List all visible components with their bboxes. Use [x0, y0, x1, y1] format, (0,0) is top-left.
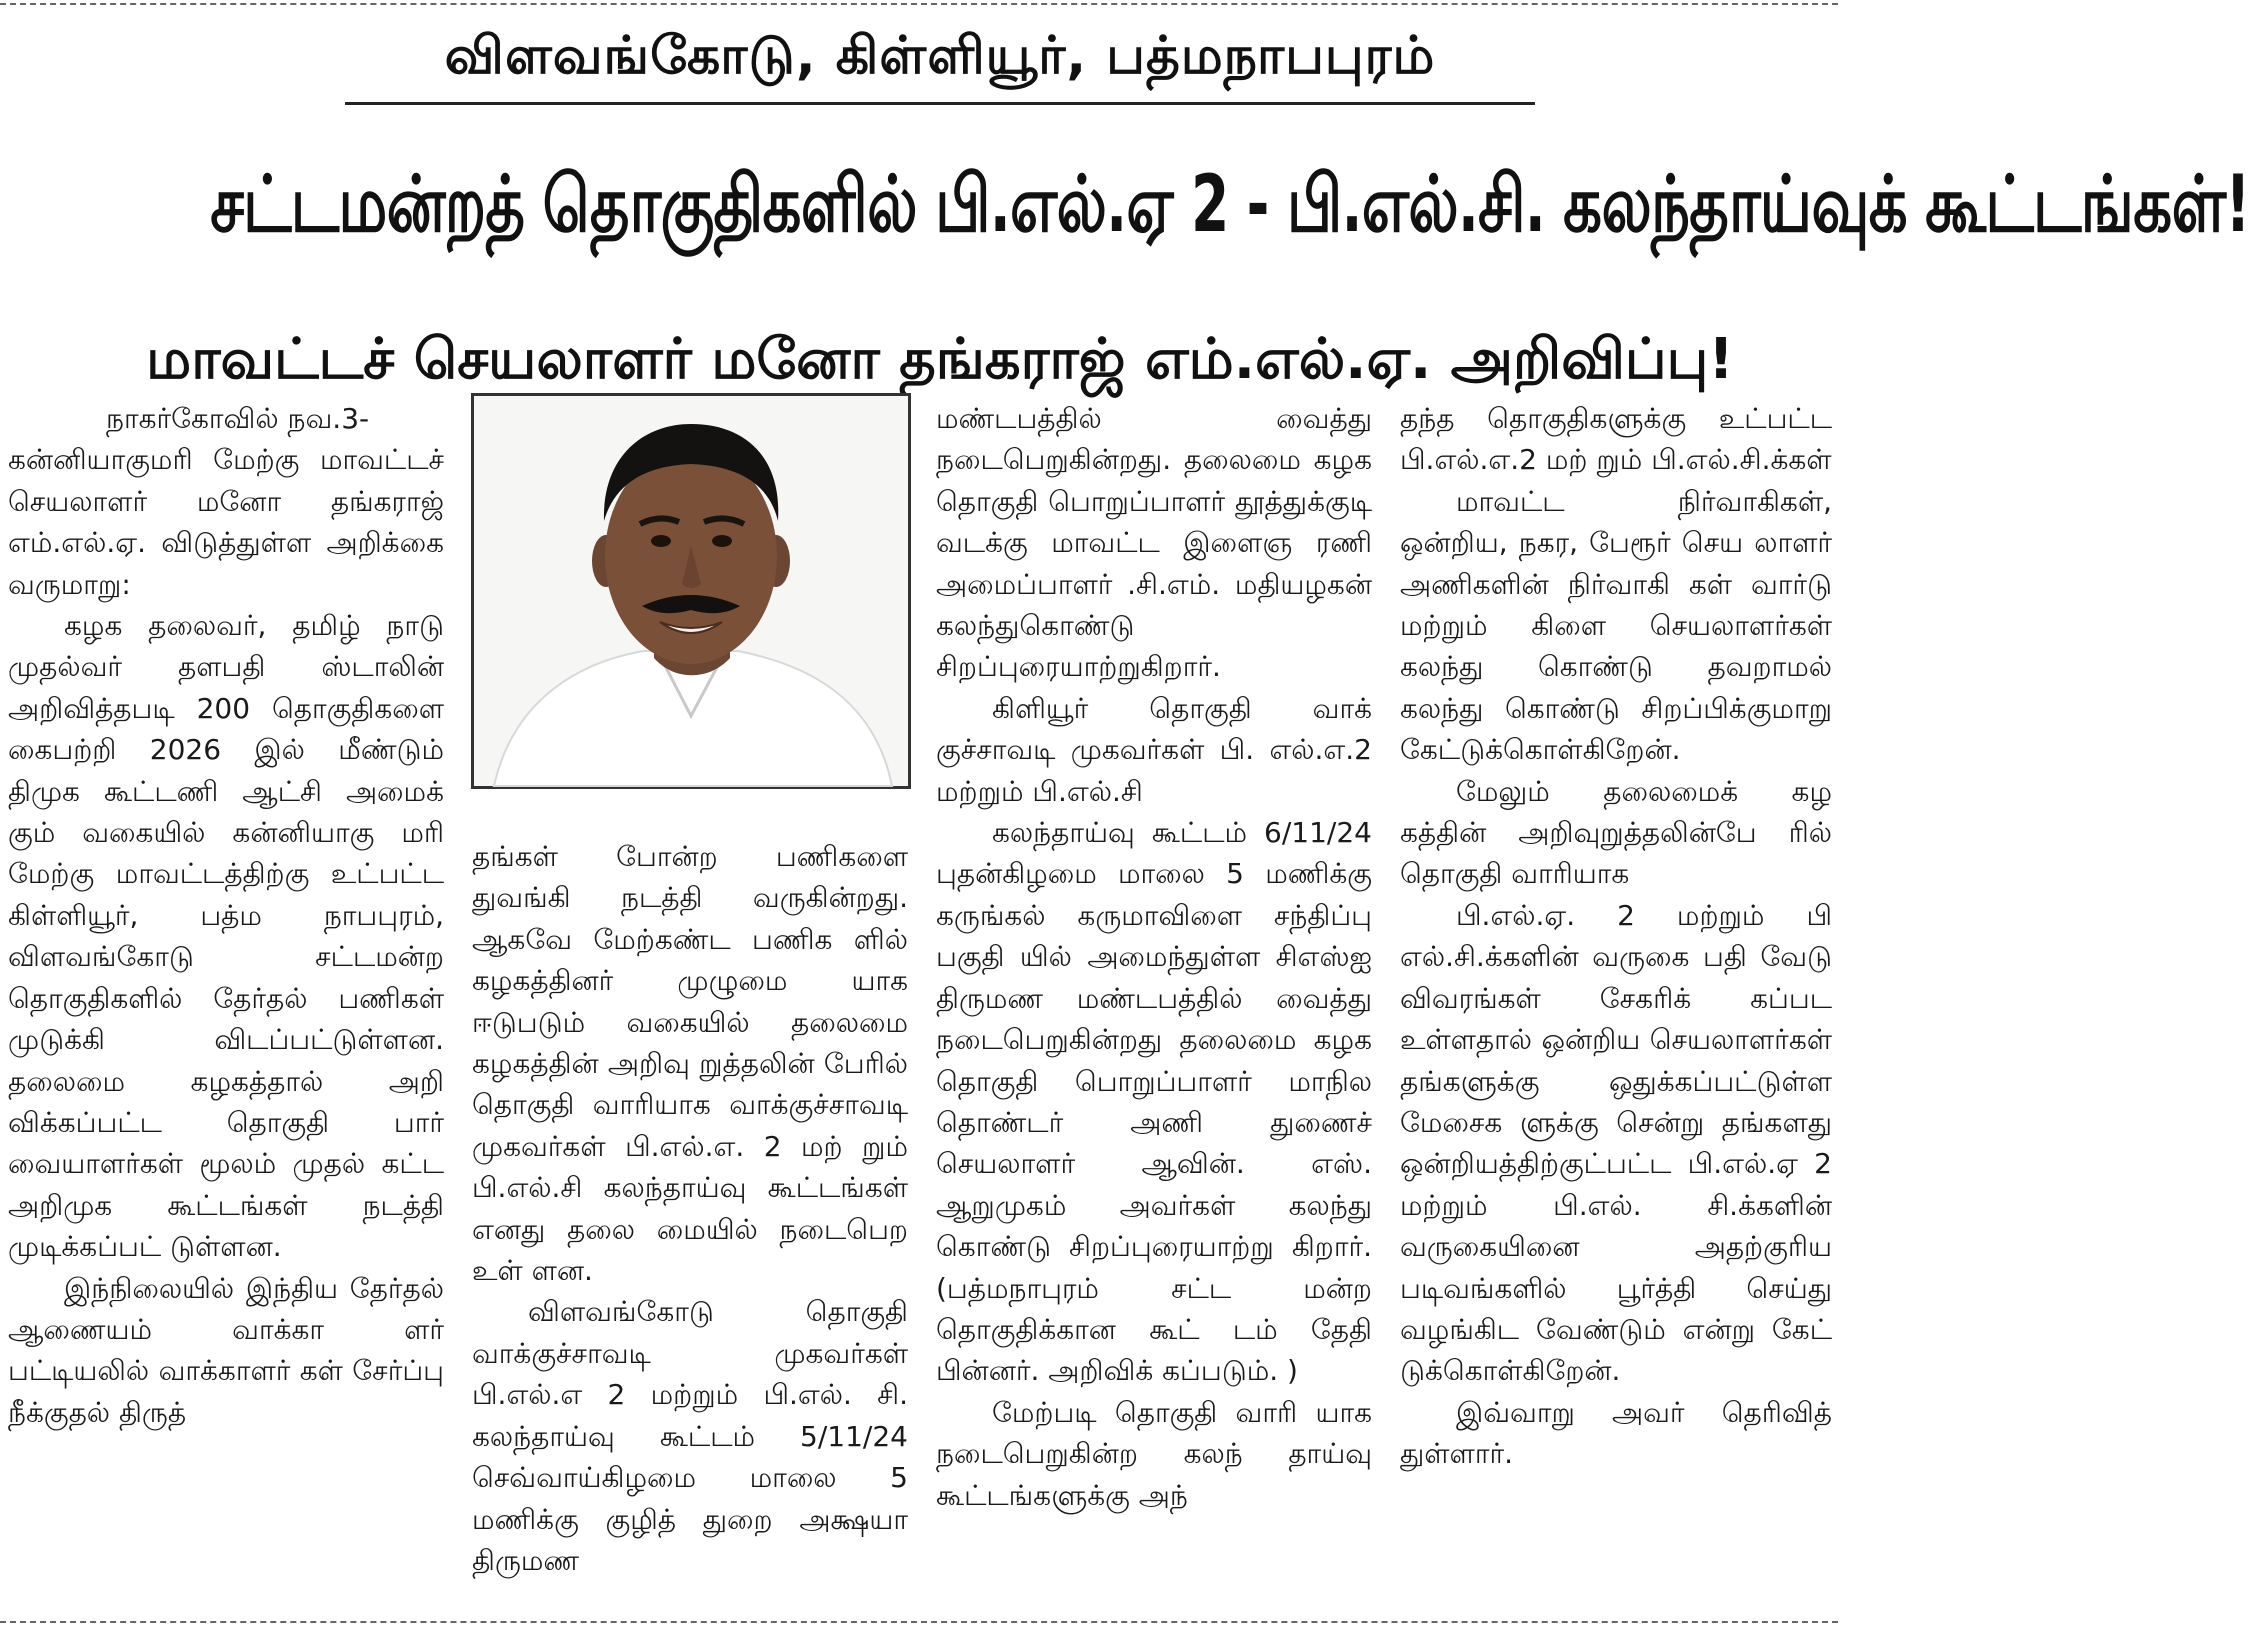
- article-column-3: [936, 398, 1372, 1620]
- paragraph: மண்டபத்தில் வைத்து நடைபெறுகின்றது. தலைமை கழக தொகுதி பொறுப்பாளர் தூத்துக்குடி வடக்கு மாவட்ட இளைஞ ரணி அமைப்பாளர் .சி.எம். மதியழகன் கலந்துகொண்டு சிறப்புரையாற்றுகிறார்.: [936, 402, 1372, 684]
- paragraph: இந்நிலையில் இந்திய தேர்தல் ஆணையம் வாக்கா ளர் பட்டியலில் வாக்காளர் கள் சேர்ப்பு நீக்குதல் திருத்: [8, 1271, 444, 1429]
- portrait-photo: [471, 393, 911, 789]
- paragraph: இவ்வாறு அவர் தெரிவித் துள்ளார்.: [1400, 1395, 1832, 1471]
- dateline: நாகர்கோவில் நவ.3-: [106, 402, 370, 435]
- article-column-4: [1400, 398, 1832, 1620]
- top-dashed-rule: [0, 3, 1838, 5]
- paragraph: கிளியூர் தொகுதி வாக் குச்சாவடி முகவர்கள் பி. எல்.எ.2 மற்றும் பி.எல்.சி: [936, 691, 1372, 808]
- kicker-headline: விளவங்கோடு, கிள்ளியூர், பத்மநாபபுரம்: [345, 10, 1535, 105]
- paragraph: மாவட்ட நிர்வாகிகள், ஒன்றிய, நகர, பேரூர் செய லாளர் அணிகளின் நிர்வாகி கள் வார்டு மற்றும் கிளை செயலாளர்கள் கலந்து கொண்டு தவறாமல் கலந்து கொண்டு சிறப்பிக்குமாறு கேட்டுக்கொள்கிறேன்.: [1400, 484, 1832, 767]
- article-column-2: [472, 836, 908, 1620]
- paragraph: கழக தலைவர், தமிழ் நாடு முதல்வர் தளபதி ஸ்டாலின் அறிவித்தபடி 200 தொகுதிகளை கைபற்றி 2026 இல் மீண்டும் திமுக கூட்டணி ஆட்சி அமைக் கும் வகையில் கன்னியாகு மரி மேற்கு மாவட்டத்திற்கு உட்பட்ட கிள்ளியூர், பத்ம நாபபுரம், விளவங்கோடு சட்டமன்ற தொகுதிகளில் தேர்தல் பணிகள் முடுக்கி விடப்பட்டுள்ளன. தலைமை கழகத்தால் அறி விக்கப்பட்ட தொகுதி பார் வையாளர்கள் மூலம் முதல் கட்ட அறிமுக கூட்டங்கள் நடத்தி முடிக்கப்பட் டுள்ளன.: [8, 609, 444, 1264]
- paragraph: மேற்படி தொகுதி வாரி யாக நடைபெறுகின்ற கலந் தாய்வு கூட்டங்களுக்கு அந்: [936, 1395, 1372, 1512]
- paragraph: தங்கள் போன்ற பணிகளை துவங்கி நடத்தி வருகின்றது. ஆகவே மேற்கண்ட பணிக ளில் கழகத்தினர் முழுமை யாக ஈடுபடும் வகையில் தலைமை கழகத்தின் அறிவு றுத்தலின் பேரில் தொகுதி வாரியாக வாக்குச்சாவடி முகவர்கள் பி.எல்.எ. 2 மற் றும் பி.எல்.சி கலந்தாய்வு கூட்டங்கள் எனது தலை மையில் நடைபெற உள் ளன.: [472, 840, 908, 1288]
- paragraph: தந்த தொகுதிகளுக்கு உட்பட்ட பி.எல்.எ.2 மற் றும் பி.எல்.சி.க்கள்: [1400, 402, 1832, 477]
- paragraph: மேலும் தலைமைக் கழ கத்தின் அறிவுறுத்தலின்பே ரில் தொகுதி வாரியாக: [1400, 774, 1832, 891]
- main-headline: சட்டமன்றத் தொகுதிகளில் பி.எல்.ஏ 2 - பி.எல்.சி. கலந்தாய்வுக் கூட்டங்கள்!: [210, 160, 2250, 250]
- paragraph: விளவங்கோடு தொகுதி வாக்குச்சாவடி முகவர்கள் பி.எல்.எ 2 மற்றும் பி.எல். சி. கலந்தாய்வு கூட்டம் 5/11/24 செவ்வாய்கிழமை மாலை 5 மணிக்கு குழித் துறை அக்ஷயா திருமண: [472, 1295, 908, 1577]
- bottom-dashed-rule: [0, 1621, 1838, 1623]
- article-column-1: [8, 398, 444, 1620]
- person-icon: [474, 396, 908, 786]
- paragraph: கலந்தாய்வு கூட்டம் 6/11/24 புதன்கிழமை மாலை 5 மணிக்கு கருங்கல் கருமாவிளை சந்திப்பு பகுதி யில் அமைந்துள்ள சிஎஸ்ஐ திருமண மண்டபத்தில் வைத்து நடைபெறுகின்றது தலைமை கழக தொகுதி பொறுப்பாளர் மாநில தொண்டர் அணி துணைச் செயலாளர் ஆவின். எஸ். ஆறுமுகம் அவர்கள் கலந்து கொண்டு சிறப்புரையாற்று கிறார். (பத்மநாபுரம் சட்ட மன்ற தொகுதிக்கான கூட் டம் தேதி பின்னர். அறிவிக் கப்படும். ): [936, 816, 1372, 1388]
- paragraph: கன்னியாகுமரி மேற்கு மாவட்டச் செயலாளர் மனோ தங்கராஜ் எம்.எல்.ஏ. விடுத்துள்ள அறிக்கை வருமாறு:: [8, 443, 444, 601]
- sub-headline: மாவட்டச் செயலாளர் மனோ தங்கராஜ் எம்.எல்.ஏ. அறிவிப்பு!: [146, 327, 1734, 392]
- paragraph: பி.எல்.ஏ. 2 மற்றும் பி எல்.சி.க்களின் வருகை பதி வேடு விவரங்கள் சேகரிக் கப்பட உள்ளதால் ஒன்றிய செயலாளர்கள் தங்களுக்கு ஒதுக்கப்பட்டுள்ள மேசைக ளுக்கு சென்று தங்களது ஒன்றியத்திற்குட்பட்ட பி.எல்.ஏ 2 மற்றும் பி.எல். சி.க்களின் வருகையினை அதற்குரிய படிவங்களில் பூர்த்தி செய்து வழங்கிட வேண்டும் என்று கேட் டுக்கொள்கிறேன்.: [1400, 898, 1832, 1388]
